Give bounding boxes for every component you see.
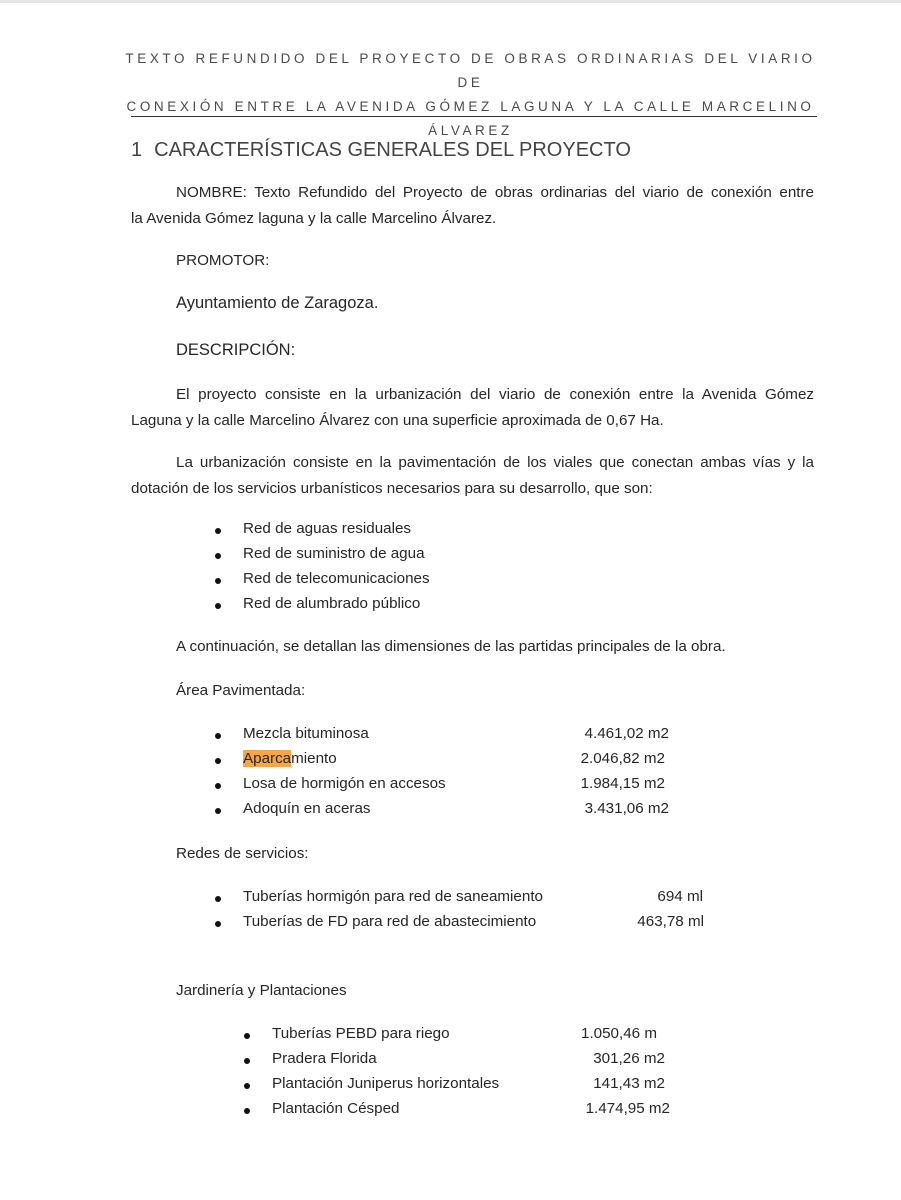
bullet-icon [244,1083,250,1089]
document-header [118,47,823,143]
area-item-value: 1.984,15 m2 [580,775,665,792]
list-item: Red de telecomunicaciones [243,570,430,587]
section-heading [131,139,631,162]
bullet-icon [244,1033,250,1039]
bullet-icon [215,578,221,584]
header-rule [131,116,817,117]
descripcion-label: DESCRIPCIÓN: [176,341,296,359]
bullet-icon [215,808,221,814]
descripcion-p1-line-1: El proyecto consiste en la urbanización del viario de conexión entre la Avenida Gómez [176,386,814,403]
jardineria-label: Jardinería y Plantaciones [176,982,347,999]
top-border [0,0,901,3]
descripcion-p1-line-2: Laguna y la calle Marcelino Álvarez con una superficie aproximada de 0,67 Ha. [131,412,664,429]
area-item-label: Losa de hormigón en accesos [243,775,446,792]
jardineria-item-label: Tuberías PEBD para riego [272,1025,450,1042]
bullet-icon [244,1108,250,1114]
area-item-label [243,750,337,767]
redes-item-label: Tuberías de FD para red de abastecimiento [243,913,537,930]
header-line-3: ÁLVAREZ [428,123,513,138]
area-label: Área Pavimentada: [176,682,306,699]
area-item-value: 4.461,02 m2 [584,725,669,742]
jardineria-item-value: 1.474,95 m2 [585,1100,670,1117]
redes-item-value: 463,78 ml [637,913,704,930]
descripcion-p2-line-2: dotación de los servicios urbanísticos necesarios para su desarrollo, que son: [131,480,653,497]
highlighted-text: Aparca [243,750,292,767]
nombre-line-1: NOMBRE: Texto Refundido del Proyecto de obras ordinarias del viario de conexión entre [176,184,814,201]
promotor-label: PROMOTOR: [176,252,270,269]
section-title: CARACTERÍSTICAS GENERALES DEL PROYECTO [154,139,631,161]
bullet-icon [244,1058,250,1064]
bullet-icon [215,758,221,764]
area-item-value: 2.046,82 m2 [580,750,665,767]
jardineria-item-value: 141,43 m2 [593,1075,665,1092]
area-item-label: Mezcla bituminosa [243,725,369,742]
bullet-icon [215,603,221,609]
jardineria-item-label: Pradera Florida [272,1050,377,1067]
descripcion-paragraph-1 [131,382,814,434]
bullet-icon [215,528,221,534]
jardineria-item-label: Plantación Césped [272,1100,400,1117]
jardineria-item-value: 301,26 m2 [593,1050,665,1067]
area-item-label-rest: miento [291,750,337,767]
promotor-value: Ayuntamiento de Zaragoza. [176,294,379,312]
bullet-icon [215,921,221,927]
area-item-label: Adoquín en aceras [243,800,371,817]
redes-label: Redes de servicios: [176,845,309,862]
header-line-2: CONEXIÓN ENTRE LA AVENIDA GÓMEZ LAGUNA Y LA CALLE MARCELINO [126,99,815,114]
descripcion-paragraph-2 [131,450,814,502]
list-item: Red de aguas residuales [243,520,412,537]
list-item: Red de alumbrado público [243,595,421,612]
list-item: Red de suministro de agua [243,545,425,562]
jardineria-item-value: 1.050,46 m [581,1025,657,1042]
continuacion-text: A continuación, se detallan las dimensiones de las partidas principales de la obra. [176,638,726,655]
nombre-paragraph [131,180,814,232]
redes-item-label: Tuberías hormigón para red de saneamiento [243,888,543,905]
nombre-line-2: la Avenida Gómez laguna y la calle Marcelino Álvarez. [131,210,497,227]
bullet-icon [215,733,221,739]
bullet-icon [215,896,221,902]
descripcion-p2-line-1: La urbanización consiste en la pavimentación de los viales que conectan ambas vías y la [176,454,814,471]
section-number: 1 [131,139,143,161]
bullet-icon [215,553,221,559]
redes-item-value: 694 ml [657,888,703,905]
header-line-1: TEXTO REFUNDIDO DEL PROYECTO DE OBRAS ORDINARIAS DEL VIARIO DE [125,51,816,90]
area-item-value: 3.431,06 m2 [584,800,669,817]
bullet-icon [215,783,221,789]
jardineria-item-label: Plantación Juniperus horizontales [272,1075,500,1092]
